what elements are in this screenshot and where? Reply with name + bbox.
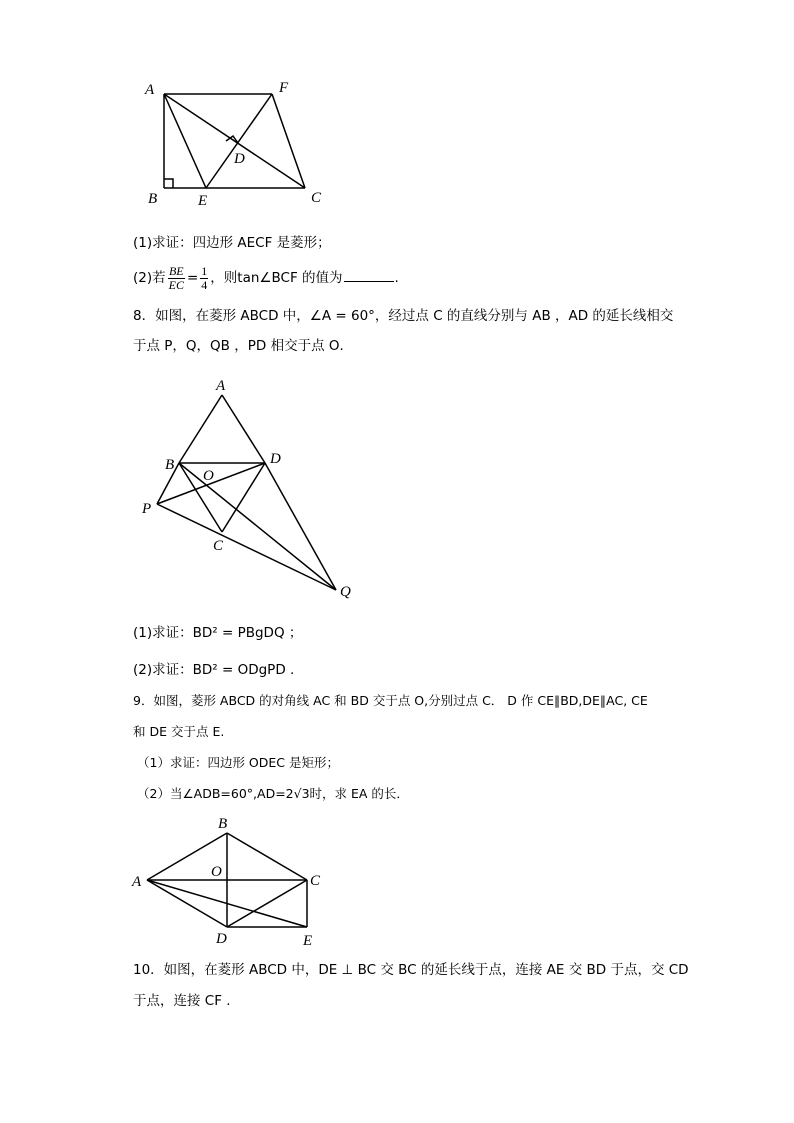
label-p: P xyxy=(142,501,152,517)
q7-part1: (1)求证：四边形 AECF 是菱形； xyxy=(133,235,331,251)
segment-da xyxy=(147,880,227,927)
label-a: A xyxy=(145,82,155,98)
label-b: B xyxy=(148,191,158,207)
label-d: D xyxy=(270,451,281,467)
label-o: O xyxy=(211,864,222,880)
q7-part2-period: . xyxy=(394,270,399,286)
q7-part2 xyxy=(133,262,399,294)
right-angle-mark-b xyxy=(164,179,173,188)
answer-blank xyxy=(344,269,394,282)
label-c: C xyxy=(310,873,321,889)
segment-bc xyxy=(227,833,307,880)
q9-part2: （2）当∠ADB=60°,AD=2√3时，求 EA 的长． xyxy=(137,786,409,801)
label-c: C xyxy=(213,538,224,554)
label-b: B xyxy=(165,457,175,473)
q10-stem-line2: 于点，连接 CF . xyxy=(133,993,231,1009)
label-a: A xyxy=(132,874,142,890)
label-f: F xyxy=(279,80,289,96)
figure-rhombus-odec xyxy=(0,810,794,950)
label-e: E xyxy=(198,193,208,209)
q9-part1: （1）求证：四边形 ODEC 是矩形； xyxy=(137,755,339,770)
segment-ad xyxy=(222,395,265,463)
fraction-be-ec: $\frac{BE}{EC}$ xyxy=(168,263,184,292)
q8-stem-line1: 8．如图，在菱形 ABCD 中，∠A = 60°，经过点 C 的直线分别与 AB ，AD 的延长线相交 xyxy=(133,308,674,324)
segment-ab xyxy=(179,395,222,463)
fraction-one-quarter: $\frac{1}{4}$ xyxy=(201,263,208,292)
label-a: A xyxy=(216,378,226,394)
label-d: D xyxy=(234,151,245,167)
q9-stem-line2: 和 DE 交于点 E. xyxy=(133,724,225,739)
q8-part1: (1)求证：BD² = PBgDQ ； xyxy=(133,625,303,641)
figure-rhombus-aecf xyxy=(0,70,794,290)
segment-cd xyxy=(227,880,307,927)
label-q: Q xyxy=(340,584,351,600)
segment-dq xyxy=(265,463,336,590)
label-c: C xyxy=(311,190,322,206)
q9-stem-line1: 9．如图，菱形 ABCD 的对角线 AC 和 BD 交于点 O,分别过点 C． D 作 CE∥BD,DE∥AC, CE xyxy=(133,693,648,708)
label-b: B xyxy=(218,816,228,832)
q8-part2: (2)求证：BD² = ODgPD . xyxy=(133,662,295,678)
q8-stem-line2: 于点 P，Q，QB ，PD 相交于点 O． xyxy=(133,338,353,354)
segment-cd xyxy=(222,463,265,532)
label-d: D xyxy=(216,931,227,947)
figure-rhombus-abcd-pq xyxy=(0,370,794,610)
q7-part2-prefix: (2)若 xyxy=(133,270,166,286)
q10-stem-line1: 10．如图，在菱形 ABCD 中，DE ⊥ BC 交 BC 的延长线于点，连接 AE 交 BD 于点，交 CD xyxy=(133,962,689,978)
label-o: O xyxy=(203,468,214,484)
segment-bc xyxy=(179,463,222,532)
q7-part2-eq: = xyxy=(186,270,199,286)
segment-fc xyxy=(272,94,305,188)
segment-ef xyxy=(206,94,272,188)
label-e: E xyxy=(303,933,313,949)
q7-part2-suffix: ，则tan∠BCF 的值为 xyxy=(210,270,343,286)
